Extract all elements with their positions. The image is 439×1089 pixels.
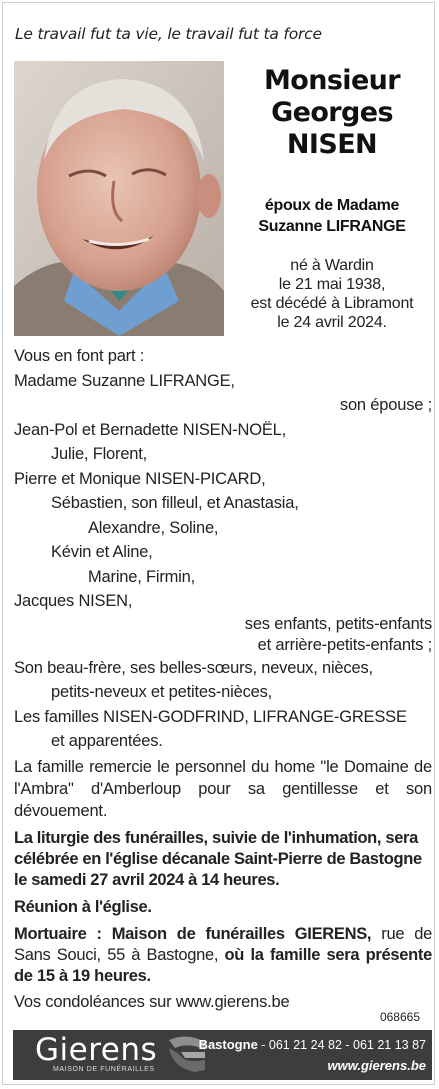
inlaws-line-2: petits-neveux et petites-nièces, xyxy=(51,683,273,701)
deceased-last-name: NISEN xyxy=(286,129,378,160)
spouse-line-1: époux de Madame xyxy=(264,197,400,214)
thanks-paragraph: La famille remercie le personnel du home "le Domaine de l'Ambra" d'Amberloup pour sa gentillesse et son dévouement. xyxy=(14,757,432,820)
family-child-1: Jean-Pol et Bernadette NISEN-NOËL, xyxy=(14,420,287,439)
portrait-photo xyxy=(14,61,224,336)
deceased-first-name: Georges xyxy=(271,97,393,128)
born-date: le 21 mai 1938, xyxy=(278,276,386,293)
family-grandchildren-1: Julie, Florent, xyxy=(51,445,148,463)
born-place: né à Wardin xyxy=(290,257,374,274)
death-date: le 24 avril 2024. xyxy=(277,314,387,331)
families-line-1: Les familles NISEN-GODFRIND, LIFRANGE-GRESSE xyxy=(14,707,407,726)
contact-phones: - 061 21 24 82 - 061 21 13 87 xyxy=(257,1038,426,1052)
family-grandchild-2a: Sébastien, son filleul, et Anastasia, xyxy=(51,494,299,512)
family-wife-role: son épouse ; xyxy=(339,396,432,414)
condolences-line: Vos condoléances sur www.gierens.be xyxy=(14,992,290,1011)
spouse-info xyxy=(241,195,423,237)
mortuary-address: rue de Sans Souci, 55 à Bastogne, xyxy=(14,924,432,964)
family-great-grandchildren-2a: Alexandre, Soline, xyxy=(88,518,219,537)
reference-number: 068665 xyxy=(379,1010,420,1024)
family-child-2: Pierre et Monique NISEN-PICARD, xyxy=(14,469,266,488)
logo-text: Gierens xyxy=(35,1032,158,1068)
motto: Le travail fut ta vie, le travail fut ta force xyxy=(15,25,322,43)
family-grandchild-2b: Kévin et Aline, xyxy=(51,543,153,561)
mortuary-paragraph xyxy=(14,924,432,987)
children-role-2: et arrière-petits-enfants ; xyxy=(257,635,432,654)
contact-city: Bastogne xyxy=(198,1037,258,1052)
reunion-line: Réunion à l'église. xyxy=(14,897,152,916)
mortuary-hours: où la famille sera présente de 15 à 19 heures. xyxy=(14,945,432,985)
family-child-3: Jacques NISEN, xyxy=(14,592,133,610)
life-dates xyxy=(233,256,431,332)
family-wife: Madame Suzanne LIFRANGE, xyxy=(14,371,235,390)
notice-body xyxy=(14,344,432,1014)
inlaws-line-1: Son beau-frère, ses belles-sœurs, neveux, nièces, xyxy=(14,658,373,677)
deceased-title: Monsieur xyxy=(263,65,400,96)
mortuary-name: Mortuaire : Maison de funérailles GIERENS, xyxy=(14,924,372,943)
spouse-line-2: Suzanne LIFRANGE xyxy=(258,218,406,235)
death-place: est décédé à Libramont xyxy=(250,295,414,312)
family-intro: Vous en font part : xyxy=(14,347,145,365)
funeral-home-banner xyxy=(13,1030,432,1080)
children-role-1: ses enfants, petits-enfants xyxy=(244,614,432,633)
contact-info xyxy=(199,1036,426,1073)
family-great-grandchildren-2b: Marine, Firmin, xyxy=(88,567,196,586)
liturgy-paragraph: La liturgie des funérailles, suivie de l'inhumation, sera célébrée en l'église décanale Saint-Pierre de Bastogne le samedi 27 avril 2024 à 14 heures. xyxy=(14,828,422,889)
deceased-name xyxy=(247,65,417,161)
obituary-notice xyxy=(2,2,435,1085)
website-link[interactable]: www.gierens.be xyxy=(327,1058,426,1073)
logo-subtitle: MAISON DE FUNÉRAILLES xyxy=(53,1066,155,1073)
families-line-2: et apparentées. xyxy=(51,732,163,750)
